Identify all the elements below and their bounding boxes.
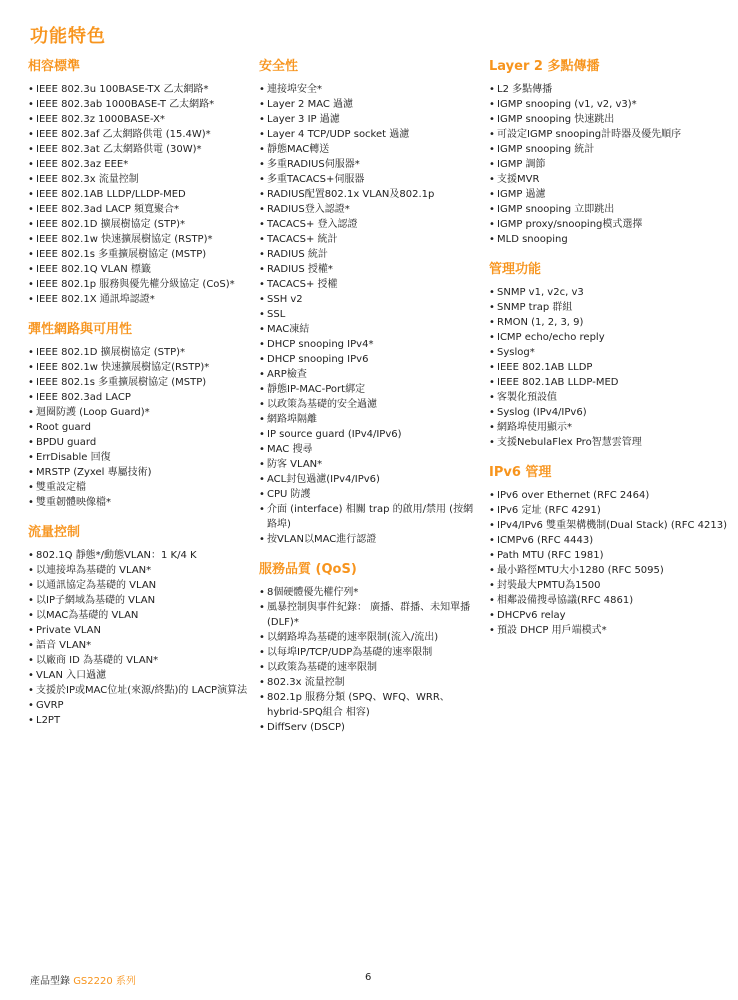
feature-item: • 最小路徑MTU大小1280 (RFC 5095) bbox=[489, 563, 729, 578]
feature-item: • 靜態MAC轉送 bbox=[259, 142, 481, 157]
feature-item: • IEEE 802.3u 100BASE-TX 乙太網路* bbox=[28, 82, 250, 97]
section-heading: 管理功能 bbox=[489, 262, 542, 277]
feature-item: • 預設 DHCP 用戶端模式* bbox=[489, 623, 729, 638]
feature-list bbox=[489, 285, 729, 450]
column-1 bbox=[28, 58, 250, 742]
feature-item: • 以網路埠為基礎的速率限制(流入/流出) bbox=[259, 630, 481, 645]
feature-item: • 802.3x 流量控制 bbox=[259, 675, 481, 690]
feature-list bbox=[259, 82, 481, 547]
feature-item: • ICMP echo/echo reply bbox=[489, 330, 729, 345]
feature-item: • 以廠商 ID 為基礎的 VLAN* bbox=[28, 653, 250, 668]
feature-item: • RMON (1, 2, 3, 9) bbox=[489, 315, 729, 330]
feature-item: • SSH v2 bbox=[259, 292, 481, 307]
feature-section bbox=[28, 524, 250, 728]
feature-section bbox=[489, 464, 729, 638]
feature-item: • 語音 VLAN* bbox=[28, 638, 250, 653]
feature-item: • ACL封包過濾(IPv4/IPv6) bbox=[259, 472, 481, 487]
feature-item: • IEEE 802.1D 擴展樹協定 (STP)* bbox=[28, 345, 250, 360]
feature-item: • 802.1p 服務分類 (SPQ、WFQ、WRR、hybrid-SPQ組合 相容) bbox=[259, 690, 481, 720]
feature-item: • 以通訊協定為基礎的 VLAN bbox=[28, 578, 250, 593]
feature-item: • DHCP snooping IPv6 bbox=[259, 352, 481, 367]
feature-item: • BPDU guard bbox=[28, 435, 250, 450]
feature-item: • RADIUS配置802.1x VLAN及802.1p bbox=[259, 187, 481, 202]
feature-item: • IEEE 802.3x 流量控制 bbox=[28, 172, 250, 187]
feature-item: • IEEE 802.1Q VLAN 標籤 bbox=[28, 262, 250, 277]
feature-item: • IP source guard (IPv4/IPv6) bbox=[259, 427, 481, 442]
footer-model: GS2220 bbox=[73, 976, 113, 987]
feature-item: • IEEE 802.1AB LLDP bbox=[489, 360, 729, 375]
feature-item: • 雙重設定檔 bbox=[28, 480, 250, 495]
feature-item: • GVRP bbox=[28, 698, 250, 713]
feature-item: • Private VLAN bbox=[28, 623, 250, 638]
feature-item: • 雙重韌體映像檔* bbox=[28, 495, 250, 510]
feature-item: • 連接埠安全* bbox=[259, 82, 481, 97]
feature-item: • IGMP snooping 立即跳出 bbox=[489, 202, 729, 217]
feature-item: • 以政策為基礎的速率限制 bbox=[259, 660, 481, 675]
section-heading: 流量控制 bbox=[28, 525, 81, 540]
feature-item: • 封裝最大PMTU為1500 bbox=[489, 578, 729, 593]
column-2 bbox=[259, 58, 481, 749]
feature-item: • IGMP 過濾 bbox=[489, 187, 729, 202]
feature-item: • TACACS+ 登入認證 bbox=[259, 217, 481, 232]
feature-item: • 以連接埠為基礎的 VLAN* bbox=[28, 563, 250, 578]
feature-item: • RADIUS 授權* bbox=[259, 262, 481, 277]
feature-item: • 介面 (interface) 相關 trap 的啟用/禁用 (按網路埠) bbox=[259, 502, 481, 532]
feature-item: • IGMP snooping 統計 bbox=[489, 142, 729, 157]
feature-item: • DHCP snooping IPv4* bbox=[259, 337, 481, 352]
feature-item: • IEEE 802.3at 乙太網路供電 (30W)* bbox=[28, 142, 250, 157]
feature-section bbox=[28, 321, 250, 510]
feature-item: • RADIUS登入認證* bbox=[259, 202, 481, 217]
feature-item: • IEEE 802.1w 快速擴展樹協定 (RSTP)* bbox=[28, 232, 250, 247]
feature-item: • 相鄰設備搜尋協議(RFC 4861) bbox=[489, 593, 729, 608]
feature-item: • IPv4/IPv6 雙重架構機制(Dual Stack) (RFC 4213) bbox=[489, 518, 729, 533]
feature-section bbox=[259, 561, 481, 735]
feature-section bbox=[489, 58, 729, 247]
feature-item: • 防客 VLAN* bbox=[259, 457, 481, 472]
feature-item: • IEEE 802.1D 擴展樹協定 (STP)* bbox=[28, 217, 250, 232]
feature-section bbox=[28, 58, 250, 307]
feature-item: • IEEE 802.3az EEE* bbox=[28, 157, 250, 172]
feature-item: • Layer 4 TCP/UDP socket 過濾 bbox=[259, 127, 481, 142]
feature-item: • IEEE 802.1p 服務與優先權分級協定 (CoS)* bbox=[28, 277, 250, 292]
feature-item: • IEEE 802.3ad LACP 頻寬聚合* bbox=[28, 202, 250, 217]
feature-item: • IEEE 802.3af 乙太網路供電 (15.4W)* bbox=[28, 127, 250, 142]
feature-item: • MAC凍結 bbox=[259, 322, 481, 337]
feature-item: • VLAN 入口過濾 bbox=[28, 668, 250, 683]
feature-item: • ICMPv6 (RFC 4443) bbox=[489, 533, 729, 548]
feature-item: • IEEE 802.1s 多重擴展樹協定 (MSTP) bbox=[28, 375, 250, 390]
feature-item: • IEEE 802.3ad LACP bbox=[28, 390, 250, 405]
feature-item: • IEEE 802.1w 快速擴展樹協定(RSTP)* bbox=[28, 360, 250, 375]
feature-item: • 迴圈防護 (Loop Guard)* bbox=[28, 405, 250, 420]
feature-item: • MRSTP (Zyxel 專屬技術) bbox=[28, 465, 250, 480]
feature-item: • 按VLAN以MAC進行認證 bbox=[259, 532, 481, 547]
feature-item: • IGMP 調節 bbox=[489, 157, 729, 172]
feature-item: • DiffServ (DSCP) bbox=[259, 720, 481, 735]
feature-list bbox=[489, 82, 729, 247]
section-heading: Layer 2 多點傳播 bbox=[489, 59, 600, 74]
section-heading: 相容標準 bbox=[28, 59, 81, 74]
feature-item: • 以政策為基礎的安全過濾 bbox=[259, 397, 481, 412]
feature-list bbox=[28, 82, 250, 307]
feature-item: • IEEE 802.1AB LLDP/LLDP-MED bbox=[28, 187, 250, 202]
footer-suffix: 系列 bbox=[115, 976, 136, 987]
feature-item: • 網路埠隔離 bbox=[259, 412, 481, 427]
feature-item: • IEEE 802.1s 多重擴展樹協定 (MSTP) bbox=[28, 247, 250, 262]
column-3 bbox=[489, 58, 729, 652]
feature-list bbox=[28, 548, 250, 728]
feature-item: • IGMP snooping (v1, v2, v3)* bbox=[489, 97, 729, 112]
feature-item: • MAC 搜尋 bbox=[259, 442, 481, 457]
feature-item: • Layer 2 MAC 過濾 bbox=[259, 97, 481, 112]
footer-label: 產品型錄 bbox=[30, 976, 70, 987]
feature-item: • TACACS+ 授權 bbox=[259, 277, 481, 292]
feature-item: • ARP檢查 bbox=[259, 367, 481, 382]
feature-item: • IGMP proxy/snooping模式選擇 bbox=[489, 217, 729, 232]
feature-item: • RADIUS 統計 bbox=[259, 247, 481, 262]
feature-item: • L2 多點傳播 bbox=[489, 82, 729, 97]
section-heading: 服務品質 (QoS) bbox=[259, 562, 357, 577]
feature-item: • IEEE 802.3ab 1000BASE-T 乙太網路* bbox=[28, 97, 250, 112]
section-heading: 安全性 bbox=[259, 59, 299, 74]
feature-item: • 多重RADIUS伺服器* bbox=[259, 157, 481, 172]
feature-item: • 802.1Q 靜態*/動態VLAN：1 K/4 K bbox=[28, 548, 250, 563]
feature-item: • SNMP v1, v2c, v3 bbox=[489, 285, 729, 300]
feature-item: • CPU 防護 bbox=[259, 487, 481, 502]
feature-item: • IEEE 802.1AB LLDP-MED bbox=[489, 375, 729, 390]
page-number: 6 bbox=[365, 972, 372, 983]
feature-item: • Syslog* bbox=[489, 345, 729, 360]
feature-item: • 可設定IGMP snooping計時器及優先順序 bbox=[489, 127, 729, 142]
feature-item: • IEEE 802.1X 通訊埠認證* bbox=[28, 292, 250, 307]
section-heading: IPv6 管理 bbox=[489, 465, 552, 480]
feature-item: • Layer 3 IP 過濾 bbox=[259, 112, 481, 127]
page-title: 功能特色 bbox=[30, 26, 106, 47]
feature-item: • ErrDisable 回復 bbox=[28, 450, 250, 465]
feature-item: • 以每埠IP/TCP/UDP為基礎的速率限制 bbox=[259, 645, 481, 660]
feature-item: • L2PT bbox=[28, 713, 250, 728]
feature-item: • 以MAC為基礎的 VLAN bbox=[28, 608, 250, 623]
feature-item: • SNMP trap 群組 bbox=[489, 300, 729, 315]
feature-item: • 多重TACACS+伺服器 bbox=[259, 172, 481, 187]
feature-section bbox=[259, 58, 481, 547]
feature-item: • IPv6 定址 (RFC 4291) bbox=[489, 503, 729, 518]
feature-item: • Syslog (IPv4/IPv6) bbox=[489, 405, 729, 420]
feature-item: • Root guard bbox=[28, 420, 250, 435]
feature-item: • IEEE 802.3z 1000BASE-X* bbox=[28, 112, 250, 127]
feature-item: • 客製化預設值 bbox=[489, 390, 729, 405]
feature-item: • 8個硬體優先權佇列* bbox=[259, 585, 481, 600]
feature-item: • 支援MVR bbox=[489, 172, 729, 187]
feature-item: • 支援於IP或MAC位址(來源/終點)的 LACP演算法 bbox=[28, 683, 250, 698]
section-heading: 彈性網路與可用性 bbox=[28, 322, 133, 337]
feature-item: • 支援NebulaFlex Pro智慧雲管理 bbox=[489, 435, 729, 450]
feature-section bbox=[489, 261, 729, 450]
feature-item: • IPv6 over Ethernet (RFC 2464) bbox=[489, 488, 729, 503]
feature-item: • 靜態IP-MAC-Port綁定 bbox=[259, 382, 481, 397]
feature-item: • SSL bbox=[259, 307, 481, 322]
feature-item: • DHCPv6 relay bbox=[489, 608, 729, 623]
feature-item: • IGMP snooping 快速跳出 bbox=[489, 112, 729, 127]
feature-item: • MLD snooping bbox=[489, 232, 729, 247]
feature-item: • 以IP子網域為基礎的 VLAN bbox=[28, 593, 250, 608]
feature-list bbox=[259, 585, 481, 735]
feature-item: • TACACS+ 統計 bbox=[259, 232, 481, 247]
feature-item: • 網路埠使用顯示* bbox=[489, 420, 729, 435]
feature-item: • 風暴控制與事件紀錄： 廣播、群播、未知單播(DLF)* bbox=[259, 600, 481, 630]
footer bbox=[30, 972, 136, 987]
feature-list bbox=[489, 488, 729, 638]
feature-item: • Path MTU (RFC 1981) bbox=[489, 548, 729, 563]
feature-list bbox=[28, 345, 250, 510]
